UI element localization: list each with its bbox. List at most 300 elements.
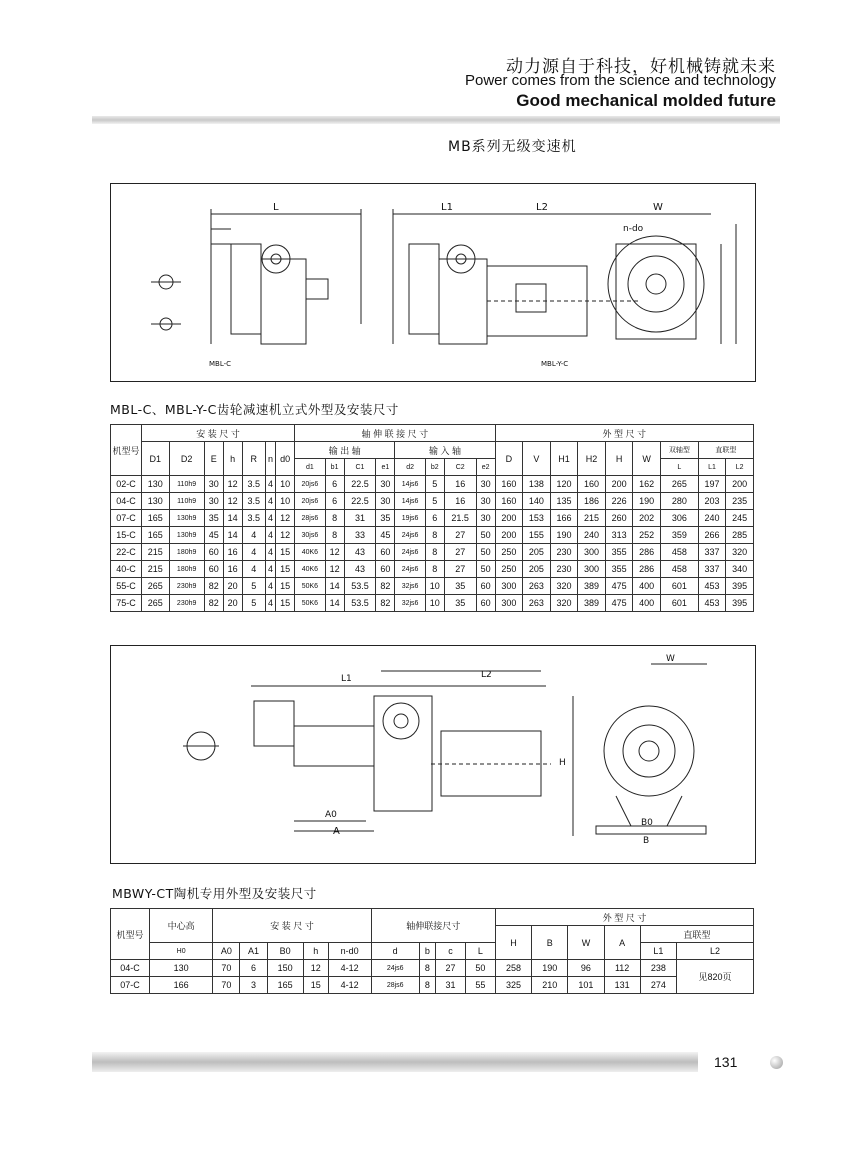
table-cell: 110h9 — [169, 476, 204, 493]
table-cell: 265 — [142, 595, 170, 612]
table-row — [111, 527, 754, 544]
table-cell: 4 — [265, 578, 275, 595]
table-cell: 12 — [223, 493, 242, 510]
table-cell: 19js6 — [395, 510, 425, 527]
table-cell: 285 — [726, 527, 754, 544]
table-cell: 14 — [223, 527, 242, 544]
table-cell: 15 — [276, 595, 295, 612]
table-cell: 28js6 — [295, 510, 325, 527]
table-cell: 215 — [142, 544, 170, 561]
table-cell: 14 — [223, 510, 242, 527]
table-cell: 8 — [425, 527, 444, 544]
table-cell: 04-C — [111, 493, 142, 510]
table-cell: 50 — [476, 527, 495, 544]
table-cell: 45 — [376, 527, 395, 544]
header-slogan-en: Power comes from the science and technology — [465, 72, 776, 89]
table-cell: 8 — [425, 561, 444, 578]
table-cell: 53.5 — [344, 578, 376, 595]
table-cell: 30 — [204, 493, 223, 510]
table1-col: h — [223, 442, 242, 476]
table-cell: 60 — [204, 561, 223, 578]
table-row — [111, 561, 754, 578]
table1-col: W — [633, 442, 661, 476]
table-cell: 186 — [578, 493, 606, 510]
table-cell: 27 — [444, 544, 476, 561]
table1-col: L — [660, 459, 698, 476]
table-cell: 200 — [726, 476, 754, 493]
table-cell: 14 — [325, 595, 344, 612]
table2-col: L1 — [640, 943, 676, 960]
table1-col: V — [523, 442, 551, 476]
table-row — [111, 510, 754, 527]
table-cell: 250 — [495, 561, 523, 578]
table2-note-cell: 见820页 — [676, 960, 753, 994]
table-cell: 453 — [698, 595, 726, 612]
table-cell: 260 — [605, 510, 633, 527]
table-cell: 8 — [419, 960, 435, 977]
table-cell: 27 — [436, 960, 466, 977]
header-slogan-cn: 动力源自于科技，好机械铸就未来 — [506, 57, 776, 77]
table-cell: 601 — [660, 595, 698, 612]
table-cell: 6 — [425, 510, 444, 527]
table-cell: 50 — [476, 561, 495, 578]
table-cell: 10 — [425, 595, 444, 612]
label-W: W — [653, 202, 663, 213]
table-cell: 140 — [523, 493, 551, 510]
label-mbl-c: MBL-C — [209, 360, 232, 368]
table-cell: 10 — [276, 476, 295, 493]
table-cell: 15-C — [111, 527, 142, 544]
table2-col: d — [371, 943, 419, 960]
mbwy-dimensions-table — [110, 908, 754, 994]
table-cell: 215 — [578, 510, 606, 527]
table-cell: 400 — [633, 578, 661, 595]
table-cell: 15 — [303, 977, 328, 994]
table1-col: D1 — [142, 442, 170, 476]
label-A0: A0 — [325, 810, 337, 820]
table-cell: 6 — [240, 960, 267, 977]
table2-col: h — [303, 943, 328, 960]
label-mbl-y-c: MBL-Y-C — [541, 360, 569, 368]
table-cell: 265 — [142, 578, 170, 595]
table-cell: 200 — [495, 527, 523, 544]
table-cell: 75-C — [111, 595, 142, 612]
table-cell: 4 — [265, 527, 275, 544]
table-cell: 138 — [523, 476, 551, 493]
label-W-2: W — [666, 654, 675, 664]
table-cell: 190 — [633, 493, 661, 510]
table2-header-outline: 外 型 尺 寸 — [495, 909, 753, 926]
label-L: L — [273, 202, 279, 213]
table-cell: 205 — [523, 544, 551, 561]
table-cell: 50K6 — [295, 578, 325, 595]
table1-col: L2 — [726, 459, 754, 476]
table-cell: 12 — [276, 510, 295, 527]
table-cell: 197 — [698, 476, 726, 493]
table1-header-install: 安 装 尺 寸 — [142, 425, 295, 442]
label-A: A — [333, 826, 340, 837]
table-cell: 12 — [303, 960, 328, 977]
table-cell: 320 — [550, 595, 578, 612]
table-cell: 5 — [242, 595, 265, 612]
table-cell: 24js6 — [395, 561, 425, 578]
table-cell: 226 — [605, 493, 633, 510]
table-cell: 250 — [495, 544, 523, 561]
table1-col: D — [495, 442, 523, 476]
table-cell: 313 — [605, 527, 633, 544]
table-cell: 5 — [242, 578, 265, 595]
table1-col: R — [242, 442, 265, 476]
table-cell: 60 — [204, 544, 223, 561]
table2-header-shaft: 轴伸联接尺寸 — [371, 909, 495, 943]
table-cell: 200 — [605, 476, 633, 493]
table-cell: 4 — [265, 510, 275, 527]
table-cell: 190 — [532, 960, 568, 977]
table-row — [111, 578, 754, 595]
table-cell: 15 — [276, 544, 295, 561]
table-cell: 166 — [550, 510, 578, 527]
table-cell: 15 — [276, 561, 295, 578]
table-cell: 458 — [660, 561, 698, 578]
table-cell: 240 — [578, 527, 606, 544]
drawing-mbl — [110, 183, 756, 382]
table2-col: B — [532, 926, 568, 960]
table2-col: W — [568, 926, 604, 960]
header-rule — [92, 116, 780, 124]
table-cell: 165 — [142, 527, 170, 544]
table-cell: 112 — [604, 960, 640, 977]
table-cell: 6 — [325, 476, 344, 493]
table2-col: c — [436, 943, 466, 960]
table-row — [111, 544, 754, 561]
table2-header-direct: 直联型 — [640, 926, 753, 943]
table-cell: 70 — [213, 960, 240, 977]
table-cell: 30 — [476, 510, 495, 527]
table-cell: 40K6 — [295, 561, 325, 578]
table-cell: 263 — [523, 595, 551, 612]
page-title: MB系列无级变速机 — [448, 139, 577, 155]
table-row — [111, 977, 754, 994]
table-cell: 07-C — [111, 510, 142, 527]
table-cell: 12 — [276, 527, 295, 544]
table1-col: d2 — [395, 459, 425, 476]
table-cell: 20 — [223, 578, 242, 595]
table-cell: 14js6 — [395, 493, 425, 510]
table-cell: 60 — [476, 578, 495, 595]
table1-col: H — [605, 442, 633, 476]
label-B0: B0 — [641, 818, 653, 828]
table-cell: 263 — [523, 578, 551, 595]
label-B: B — [643, 836, 650, 846]
table1-caption: MBL-C、MBL-Y-C齿轮减速机立式外型及安装尺寸 — [110, 402, 399, 417]
table-cell: 400 — [633, 595, 661, 612]
label-L2-2: L2 — [481, 670, 492, 680]
table-cell: 4 — [265, 561, 275, 578]
label-L2: L2 — [536, 202, 548, 213]
table-cell: 27 — [444, 561, 476, 578]
table-row — [111, 476, 754, 493]
table-cell: 50K6 — [295, 595, 325, 612]
table1-col: C1 — [344, 459, 376, 476]
table-cell: 258 — [495, 960, 531, 977]
table-cell: 32js6 — [395, 595, 425, 612]
table-cell: 8 — [325, 527, 344, 544]
table-cell: 22.5 — [344, 476, 376, 493]
table1-col: D2 — [169, 442, 204, 476]
table-cell: 130h9 — [169, 527, 204, 544]
table-cell: 4 — [242, 561, 265, 578]
table-cell: 265 — [660, 476, 698, 493]
table-cell: 10 — [425, 578, 444, 595]
table-cell: 60 — [476, 595, 495, 612]
label-H: H — [559, 758, 566, 768]
table-cell: 203 — [698, 493, 726, 510]
table-cell: 20 — [223, 595, 242, 612]
table-cell: 320 — [550, 578, 578, 595]
table-cell: 389 — [578, 595, 606, 612]
table-cell: 130 — [142, 476, 170, 493]
table2-header-install: 安 装 尺 寸 — [213, 909, 371, 943]
table-cell: 245 — [726, 510, 754, 527]
table1-col: C2 — [444, 459, 476, 476]
table-cell: 4 — [242, 527, 265, 544]
table-cell: 43 — [344, 561, 376, 578]
table-cell: 55-C — [111, 578, 142, 595]
table-cell: 200 — [495, 510, 523, 527]
table2-header-h0: H0 — [150, 943, 213, 960]
table-cell: 07-C — [111, 977, 150, 994]
table1-col: d1 — [295, 459, 325, 476]
table-cell: 3.5 — [242, 493, 265, 510]
table-cell: 60 — [376, 544, 395, 561]
table2-col: L2 — [676, 943, 753, 960]
table-cell: 337 — [698, 561, 726, 578]
table-cell: 153 — [523, 510, 551, 527]
table-cell: 325 — [495, 977, 531, 994]
table-cell: 35 — [444, 578, 476, 595]
table-cell: 6 — [325, 493, 344, 510]
table-cell: 20js6 — [295, 476, 325, 493]
table-cell: 60 — [376, 561, 395, 578]
table-cell: 82 — [376, 595, 395, 612]
table-cell: 202 — [633, 510, 661, 527]
table1-col: b1 — [325, 459, 344, 476]
table-cell: 22-C — [111, 544, 142, 561]
table1-col: H1 — [550, 442, 578, 476]
table-cell: 135 — [550, 493, 578, 510]
table-cell: 02-C — [111, 476, 142, 493]
table-cell: 601 — [660, 578, 698, 595]
table-cell: 30 — [476, 493, 495, 510]
table1-col: E — [204, 442, 223, 476]
table-cell: 21.5 — [444, 510, 476, 527]
table-cell: 230h9 — [169, 578, 204, 595]
table-cell: 04-C — [111, 960, 150, 977]
table2-header-model: 机型号 — [111, 909, 150, 960]
table-cell: 31 — [436, 977, 466, 994]
table-cell: 30 — [476, 476, 495, 493]
table-cell: 30js6 — [295, 527, 325, 544]
footer-bar — [92, 1052, 698, 1072]
drawing-mbwy-ct — [110, 645, 756, 864]
table1-header-input: 输 入 轴 — [395, 442, 495, 459]
table1-col: n — [265, 442, 275, 476]
table-cell: 475 — [605, 595, 633, 612]
table-cell: 4 — [265, 595, 275, 612]
table-cell: 4-12 — [328, 977, 371, 994]
table1-col: e1 — [376, 459, 395, 476]
drawing-mbwy-svg — [111, 646, 755, 863]
table2-col: A — [604, 926, 640, 960]
table-cell: 16 — [444, 476, 476, 493]
table-cell: 40K6 — [295, 544, 325, 561]
page-dot-icon — [770, 1056, 783, 1069]
label-n-do: n-do — [623, 224, 644, 234]
page-number: 131 — [714, 1054, 738, 1070]
table-cell: 30 — [376, 493, 395, 510]
table-row — [111, 960, 754, 977]
table-cell: 8 — [425, 544, 444, 561]
table-cell: 160 — [495, 493, 523, 510]
table-cell: 16 — [444, 493, 476, 510]
table2-col: A1 — [240, 943, 267, 960]
table-cell: 130 — [150, 960, 213, 977]
table-cell: 240 — [698, 510, 726, 527]
table-cell: 215 — [142, 561, 170, 578]
table1-header-output: 输 出 轴 — [295, 442, 395, 459]
table-cell: 155 — [523, 527, 551, 544]
table-cell: 70 — [213, 977, 240, 994]
table-cell: 340 — [726, 561, 754, 578]
table-cell: 16 — [223, 561, 242, 578]
table-cell: 286 — [633, 561, 661, 578]
table-cell: 12 — [325, 561, 344, 578]
table-cell: 355 — [605, 544, 633, 561]
table-cell: 3.5 — [242, 476, 265, 493]
table1-header-direct: 直联型 — [698, 442, 753, 459]
table2-col: B0 — [267, 943, 303, 960]
table-cell: 15 — [276, 578, 295, 595]
table-cell: 165 — [267, 977, 303, 994]
table-cell: 16 — [223, 544, 242, 561]
table1-header-model: 机型号 — [111, 425, 142, 476]
table-cell: 12 — [325, 544, 344, 561]
table-cell: 5 — [425, 476, 444, 493]
table2-col: H — [495, 926, 531, 960]
table-cell: 230 — [550, 561, 578, 578]
table1-col: L1 — [698, 459, 726, 476]
table-row — [111, 493, 754, 510]
drawing-mbl-svg — [111, 184, 755, 381]
table-cell: 40-C — [111, 561, 142, 578]
table-cell: 300 — [578, 544, 606, 561]
table-cell: 389 — [578, 578, 606, 595]
table-cell: 30 — [204, 476, 223, 493]
table-cell: 4 — [265, 493, 275, 510]
table-cell: 31 — [344, 510, 376, 527]
table-cell: 286 — [633, 544, 661, 561]
table-cell: 96 — [568, 960, 604, 977]
table-cell: 82 — [376, 578, 395, 595]
table-cell: 30 — [376, 476, 395, 493]
table-cell: 359 — [660, 527, 698, 544]
table-cell: 24js6 — [371, 960, 419, 977]
table-cell: 101 — [568, 977, 604, 994]
table-cell: 458 — [660, 544, 698, 561]
table2-col: b — [419, 943, 435, 960]
table-cell: 12 — [223, 476, 242, 493]
table-cell: 27 — [444, 527, 476, 544]
table-cell: 235 — [726, 493, 754, 510]
table-cell: 320 — [726, 544, 754, 561]
table-cell: 32js6 — [395, 578, 425, 595]
table-cell: 337 — [698, 544, 726, 561]
table-cell: 53.5 — [344, 595, 376, 612]
table-cell: 150 — [267, 960, 303, 977]
table-cell: 10 — [276, 493, 295, 510]
table-cell: 166 — [150, 977, 213, 994]
table-cell: 8 — [419, 977, 435, 994]
table1-body — [111, 476, 754, 612]
table-cell: 238 — [640, 960, 676, 977]
table-cell: 43 — [344, 544, 376, 561]
table-cell: 395 — [726, 595, 754, 612]
table-cell: 300 — [495, 595, 523, 612]
table-cell: 4-12 — [328, 960, 371, 977]
label-L1: L1 — [441, 202, 453, 213]
table-cell: 205 — [523, 561, 551, 578]
table-cell: 230h9 — [169, 595, 204, 612]
table1-col: b2 — [425, 459, 444, 476]
table2-caption: MBWY-CT陶机专用外型及安装尺寸 — [112, 886, 317, 901]
table-cell: 3 — [240, 977, 267, 994]
table-cell: 55 — [465, 977, 495, 994]
table-cell: 35 — [444, 595, 476, 612]
table-cell: 14js6 — [395, 476, 425, 493]
table-cell: 180h9 — [169, 561, 204, 578]
table-cell: 8 — [325, 510, 344, 527]
table1-header-outline: 外 型 尺 寸 — [495, 425, 753, 442]
header-slogan-bold: Good mechanical molded future — [516, 91, 776, 110]
table-cell: 165 — [142, 510, 170, 527]
table2-header-center: 中心高 — [150, 909, 213, 943]
table-cell: 280 — [660, 493, 698, 510]
table2-col: n-d0 — [328, 943, 371, 960]
table-cell: 14 — [325, 578, 344, 595]
table-cell: 28js6 — [371, 977, 419, 994]
table-cell: 24js6 — [395, 544, 425, 561]
table-cell: 3.5 — [242, 510, 265, 527]
table-cell: 35 — [376, 510, 395, 527]
table-cell: 82 — [204, 595, 223, 612]
table-cell: 252 — [633, 527, 661, 544]
table-cell: 210 — [532, 977, 568, 994]
table-row — [111, 595, 754, 612]
table1-col: d0 — [276, 442, 295, 476]
table-cell: 306 — [660, 510, 698, 527]
table-cell: 300 — [495, 578, 523, 595]
table-cell: 160 — [495, 476, 523, 493]
table2-body — [111, 960, 754, 994]
table-cell: 50 — [476, 544, 495, 561]
table-cell: 33 — [344, 527, 376, 544]
table-cell: 22.5 — [344, 493, 376, 510]
table-cell: 4 — [265, 544, 275, 561]
table-cell: 355 — [605, 561, 633, 578]
table-cell: 4 — [265, 476, 275, 493]
table-cell: 120 — [550, 476, 578, 493]
table1-col: e2 — [476, 459, 495, 476]
